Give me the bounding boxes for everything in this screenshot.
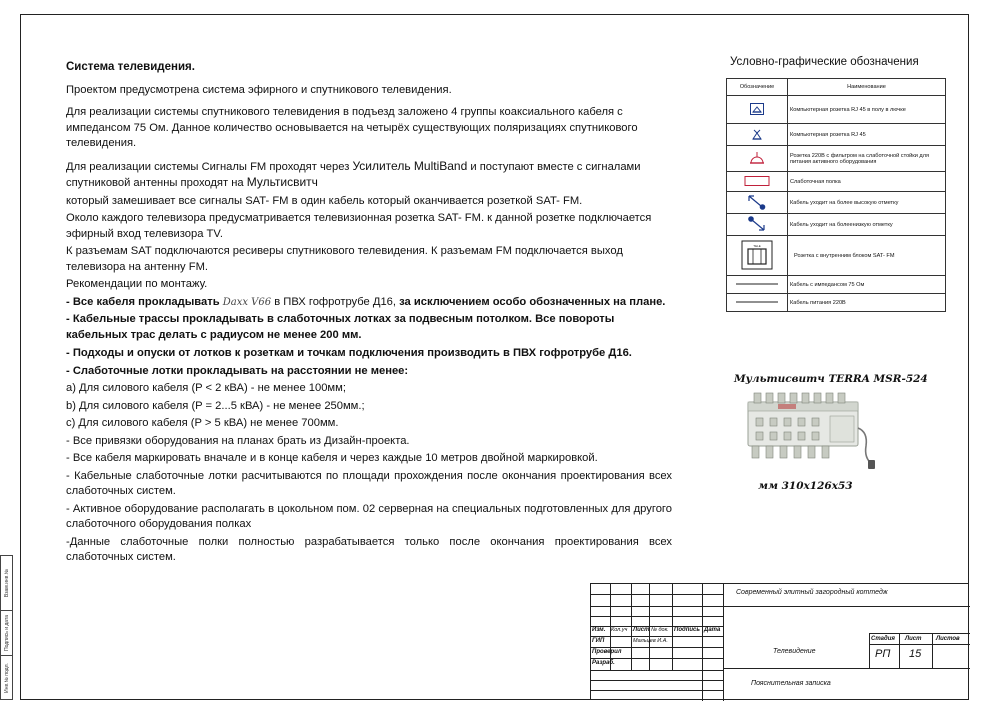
legend-symbol (727, 96, 788, 124)
legend-name: Розетка 220В с фильтром на слаботочной стойки для питания активного оборудования (788, 146, 946, 172)
legend-symbol (727, 276, 788, 294)
legend-symbol (727, 294, 788, 312)
stamp-header-ndoc: № док. (651, 627, 669, 633)
legend-name: Компьютерная розетка RJ 45 в полу в лючке (788, 96, 946, 124)
rj45-floor-socket-icon (749, 102, 765, 116)
legend-header-symbol: Обозначение (727, 79, 788, 96)
paragraph: - Все привязки оборудования на планах брать из Дизайн-проекта. (66, 434, 410, 447)
legend-symbol (727, 172, 788, 192)
stamp-razrab: Разраб. (592, 660, 615, 666)
multiswitch-name: Мультисвитч (246, 175, 318, 189)
stamp-header-list: Лист (633, 627, 650, 633)
section-title: Система телевидения. (66, 61, 195, 73)
paragraph: - Кабельные трассы прокладывать в слаботочных лотках за подвесным потолком. Все повороты кабельных трас делать с радиусом не менее 200 мм. (66, 313, 615, 341)
paragraph: Для реализации системы спутникового телевидения в подъезд заложено 4 группы коаксиального кабеля с импедансом 75 Ом. Данное количество основывается на четырёх существующих поляризациях спутникового телевидения. (66, 106, 638, 149)
legend-symbol (727, 146, 788, 172)
text-span: и поступают вместе с сигналами спутниковой антенны проходят на (66, 160, 641, 189)
paragraph (66, 295, 672, 311)
side-cell-replace (1, 556, 12, 611)
legend-header-row (727, 79, 946, 96)
stamp-stadia-header: Стадия (871, 636, 895, 642)
legend-title: Условно-графические обозначения (730, 56, 919, 68)
legend-row (727, 192, 946, 214)
legend-symbol (727, 236, 788, 276)
amplifier-name: Усилитель MultiBand (352, 158, 468, 173)
legend-row (727, 236, 946, 276)
text-span: в ПВХ гофротрубе Д16, (271, 295, 400, 308)
cable-shelf-icon (744, 175, 770, 187)
paragraph: - Слаботочные лотки прокладывать на расстоянии не менее: (66, 364, 409, 377)
paragraph: -Данные слаботочные полки полностью разрабатывается только после окончания проектирования всех слаботочных систем. (66, 535, 672, 563)
legend-header-name: Наименование (788, 79, 946, 96)
stamp-header-data: Дата (704, 627, 721, 633)
legend-row (727, 96, 946, 124)
text-span: Для реализации системы Сигналы FM проходят через (66, 160, 353, 173)
side-stamp (0, 555, 13, 700)
legend-symbol (727, 124, 788, 146)
side-label: Взам.инв.№ (3, 568, 10, 598)
paragraph: а) Для силового кабеля (P < 2 кВА) - не менее 100мм; (66, 382, 346, 394)
legend-symbol (727, 192, 788, 214)
stamp-header-podpis: Подпись (674, 627, 700, 633)
power-socket-icon (748, 150, 766, 166)
project-name: Современный элитный загородный коттедж (736, 589, 888, 596)
power-cable-line-icon (735, 299, 779, 305)
side-cell-inv (1, 656, 12, 699)
title-block (590, 583, 969, 700)
brand-name: Daxx V66 (222, 296, 272, 308)
multiswitch-device-image (740, 388, 880, 470)
side-label: Подпись и дата (3, 615, 10, 651)
product-dimensions: мм 310х126х53 (758, 480, 853, 492)
text-span: за исключением особо обозначенных на плане. (399, 295, 666, 308)
stamp-gip-name: Мальцев И.А. (633, 638, 668, 644)
sat-fm-socket-icon (740, 239, 774, 271)
stamp-stadia-value: РП (875, 648, 891, 660)
paragraph: - Кабельные слаботочные лотки расчитываются по площади прохождения после окончания проектирования всех слаботочных систем. (66, 469, 672, 497)
legend-name: Кабель с импедансом 75 Ом (788, 276, 946, 294)
legend-row (727, 214, 946, 236)
section-name: Телевидение (773, 648, 816, 655)
text-span: - Все кабеля прокладывать (66, 295, 223, 308)
sat-fm-icon-label: TELE (753, 243, 761, 248)
stamp-list-header: Лист (905, 636, 922, 642)
legend-name: Кабель уходит на болеенизкую отметку (788, 214, 946, 236)
paragraph: b) Для силового кабеля (P = 2...5 кВА) - не менее 250мм.; (66, 399, 365, 412)
stamp-header-izm: Изм. (592, 627, 606, 633)
paragraph: Около каждого телевизора предусматривается телевизионная розетка SAT- FM. к данной розетке подключается эфирный вход телевизора TV. (66, 212, 652, 240)
side-label: Инв.№ подл. (3, 662, 10, 693)
document-name: Пояснительная записка (751, 680, 831, 687)
legend-symbol (727, 214, 788, 236)
stamp-gip: ГИП (592, 638, 605, 644)
paragraph: Проектом предусмотрена система эфирного и спутникового телевидения. (66, 83, 452, 96)
stamp-header-kol: Кол.уч (611, 627, 628, 633)
legend-row (727, 294, 946, 312)
paragraph: c) Для силового кабеля (P > 5 кВА) не менее 700мм. (66, 417, 339, 429)
rj45-socket-icon (749, 127, 765, 141)
stamp-listov-header: Листов (936, 636, 960, 642)
legend-name: Компьютерная розетка RJ 45 (788, 124, 946, 146)
paragraph: К разъемам SAT подключаются ресиверы спутникового телевидения. К разъемам FM подключается выход телевизора на антенну FM. (66, 245, 623, 273)
legend-row (727, 172, 946, 192)
legend-name: Розетка с внутренним блоком SAT- FM (788, 236, 946, 276)
paragraph: - Активное оборудование располагать в цокольном пом. 02 серверная на специальных подготовленных для другого слаботочного оборудования полках (66, 502, 672, 530)
paragraph: который замешивает все сигналы SAT- FM в один кабель который оканчивается розеткой SAT- FM. (66, 194, 583, 207)
paragraph: Рекомендации по монтажу. (66, 278, 208, 290)
stamp-list-value: 15 (909, 648, 922, 660)
side-cell-sign (1, 611, 12, 656)
legend-table (726, 78, 946, 312)
legend-name: Слаботочная полка (788, 172, 946, 192)
paragraph: - Все кабеля маркировать вначале и в конце кабеля и через каждые 10 метров двойной маркировкой. (66, 452, 598, 464)
legend-name: Кабель питания 220В (788, 294, 946, 312)
legend-name: Кабель уходит на более высокую отметку (788, 192, 946, 214)
explanatory-text (66, 60, 672, 566)
paragraph: - Подходы и опуски от лотков к розеткам и точкам подключения производить в ПВХ гофротрубе Д16. (66, 347, 632, 359)
legend-row (727, 146, 946, 172)
cable-down-icon (746, 215, 768, 233)
legend-row (727, 124, 946, 146)
legend-row (727, 276, 946, 294)
stamp-proveril: Проверил (592, 649, 622, 655)
product-title: Мультисвитч TERRA MSR-524 (734, 373, 928, 385)
paragraph (66, 159, 672, 192)
cable-up-icon (746, 193, 768, 211)
coax-cable-line-icon (735, 281, 779, 287)
